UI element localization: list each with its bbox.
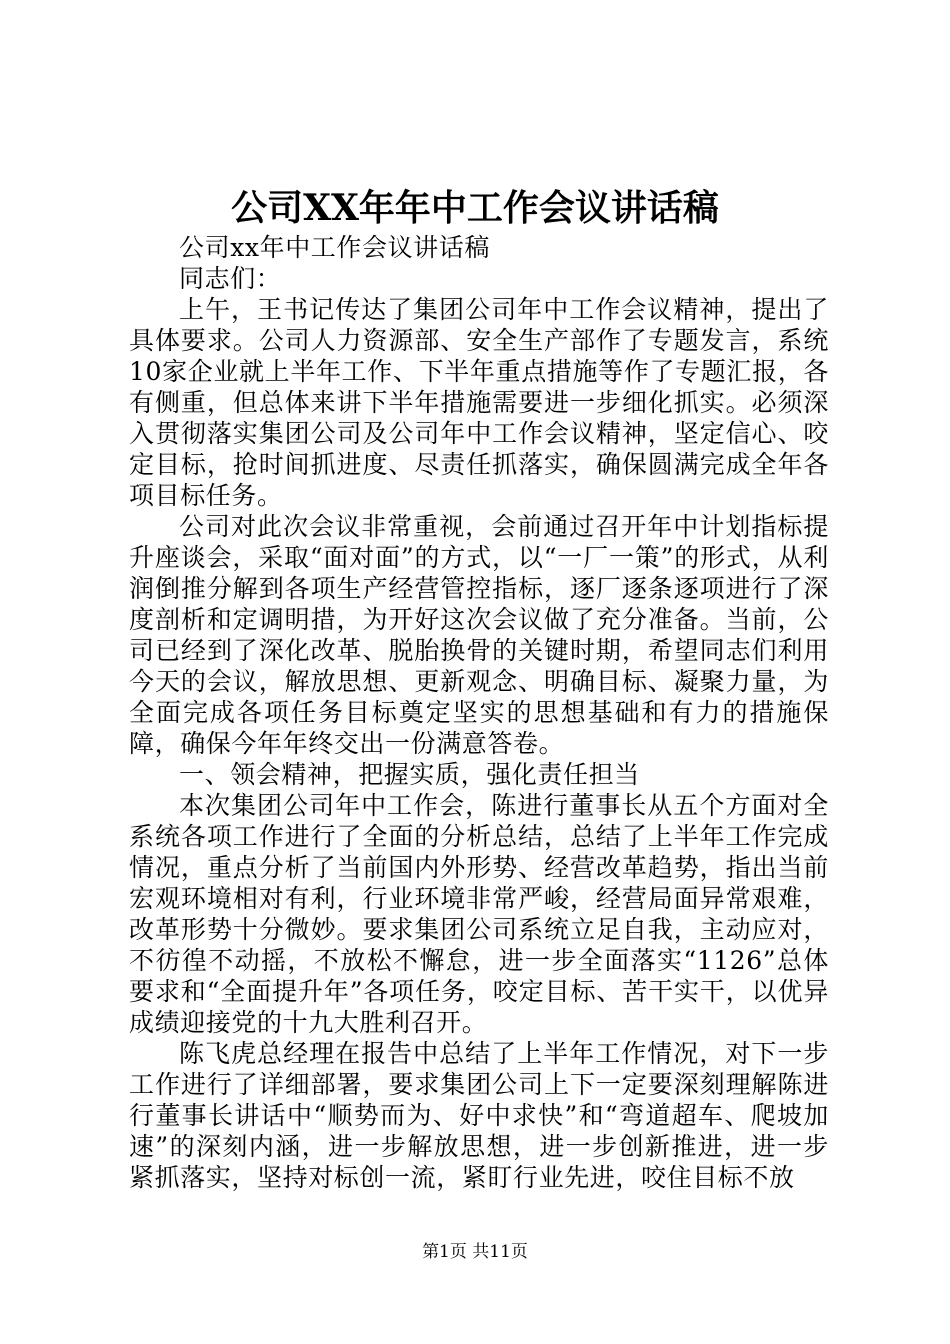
page-footer: 第1页 共11页 <box>422 1242 528 1262</box>
document-body <box>129 232 829 1193</box>
subtitle-paragraph: 公司xx年中工作会议讲话稿 <box>179 233 490 262</box>
document-title: 公司XX年年中工作会议讲话稿 <box>231 187 719 229</box>
salutation-paragraph: 同志们： <box>179 264 282 293</box>
body-paragraph: 公司对此次会议非常重视，会前通过召开年中计划指标提升座谈会，采取“面对面”的方式，以“一厂一策”的形式，从利润倒推分解到各项生产经营管控指标，逐厂逐条逐项进行了深度剖析和定调明措，为开好这次会议做了充分准备。当前，公司已经到了深化改革、脱胎换骨的关键时期，希望同志们利用今天的会议，解放思想、更新观念、明确目标、凝聚力量，为全面完成各项任务目标奠定坚实的思想基础和有力的措施保障，确保今年年终交出一份满意答卷。 <box>129 512 829 758</box>
body-paragraph: 本次集团公司年中工作会，陈进行董事长从五个方面对全系统各项工作进行了全面的分析总结，总结了上半年工作完成情况，重点分析了当前国内外形势、经营改革趋势，指出当前宏观环境相对有利，行业环境非常严峻，经营局面异常艰难，改革形势十分微妙。要求集团公司系统立足自我，主动应对，不彷徨不动摇，不放松不懈怠，进一步全面落实“1126”总体要求和“全面提升年”各项任务，咬定目标、苦干实干，以优异成绩迎接党的十九大胜利召开。 <box>129 791 829 1037</box>
body-paragraph: 上午，王书记传达了集团公司年中工作会议精神，提出了具体要求。公司人力资源部、安全生产部作了专题发言，系统10家企业就上半年工作、下半年重点措施等作了专题汇报，各有侧重，但总体来讲下半年措施需要进一步细化抓实。必须深入贯彻落实集团公司及公司年中工作会议精神，坚定信心、咬定目标，抢时间抓进度、尽责任抓落实，确保圆满完成全年各项目标任务。 <box>129 295 829 510</box>
section-heading: 一、领会精神，把握实质，强化责任担当 <box>179 760 640 789</box>
body-paragraph: 陈飞虎总经理在报告中总结了上半年工作情况，对下一步工作进行了详细部署，要求集团公司上下一定要深刻理解陈进行董事长讲话中“顺势而为、好中求快”和“弯道超车、爬坡加速”的深刻内涵，进一步解放思想，进一步创新推进，进一步紧抓落实，坚持对标创一流，紧盯行业先进，咬住目标不放 <box>129 1039 829 1192</box>
